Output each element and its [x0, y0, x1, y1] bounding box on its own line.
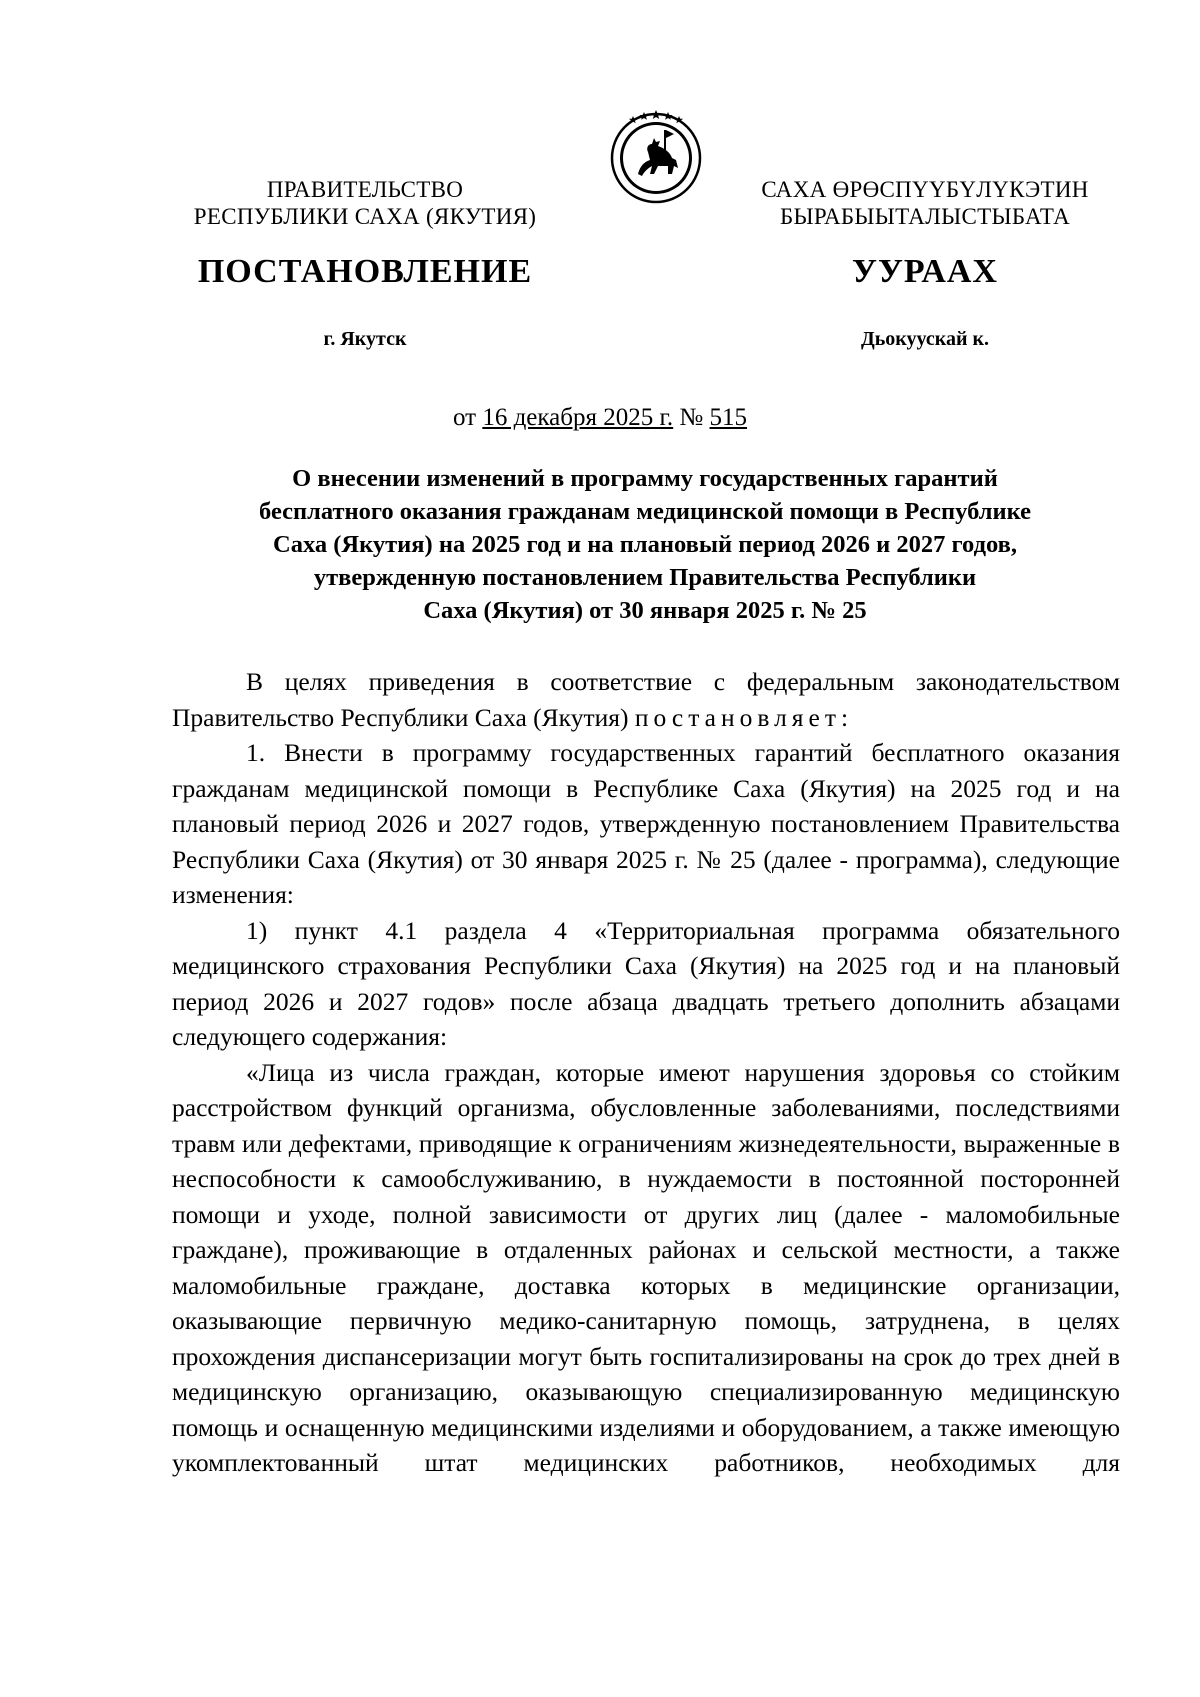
city-russian: г. Якутск	[323, 328, 407, 350]
preamble-text: В целях приведения в соответствие с федеральным законодательством Правительство Республики Саха (Якутия)	[172, 667, 1120, 732]
government-name-yakut-line2: БЫРАБЫЫТАЛЫСТЫБАТА	[779, 204, 1071, 229]
document-body	[172, 664, 1120, 1481]
paragraph-preamble	[172, 664, 1120, 735]
document-date: 16 декабря 2025 г.	[482, 404, 674, 431]
government-name-line2: РЕСПУБЛИКИ САХА (ЯКУТИЯ)	[193, 204, 537, 229]
yakutia-coat-of-arms-icon	[608, 108, 704, 204]
government-name-line1: ПРАВИТЕЛЬСТВО	[266, 177, 464, 202]
government-name-russian	[170, 176, 560, 230]
title-line: бесплатного оказания гражданам медицинской помощи в Республике	[259, 498, 1031, 525]
government-name-yakut-line1: САХА ӨРӨСПҮҮБҮЛҮКЭТИН	[761, 177, 1089, 202]
resolves-word: постановляет:	[634, 702, 854, 732]
government-name-yakut	[735, 176, 1115, 230]
paragraph-quoted-text: «Лица из числа граждан, которые имеют нарушения здоровья со стойким расстройством функций организма, обусловленные заболеваниями, последствиями травм или дефектами, приводящие к ограничениям жизнедеятельности, выраженные в неспособности к самообслуживанию, в нуждаемости в постоянной посторонней помощи и уходе, полной зависимости от других лиц (далее - маломобильные граждане), проживающие в отдаленных районах и сельской местности, а также маломобильные граждане, доставка которых в медицинские организации, оказывающие первичную медико-санитарную помощь, затруднена, в целях прохождения диспансеризации могут быть госпитализированы на срок до трех дней в медицинскую организацию, оказывающую специализированную медицинскую помощь и оснащенную медицинскими изделиями и оборудованием, а также имеющую укомплектованный штат медицинских работников, необходимых для	[172, 1057, 1120, 1477]
document-date-number	[0, 404, 1200, 432]
document-number: 515	[709, 404, 748, 431]
title-line: Саха (Якутия) на 2025 год и на плановый период 2026 и 2027 годов,	[273, 531, 1017, 558]
title-line: О внесении изменений в программу государственных гарантий	[292, 465, 998, 492]
paragraph-item-1: 1. Внести в программу государственных гарантий бесплатного оказания гражданам медицинской помощи в Республике Саха (Якутия) на 2025 год и на плановый период 2026 и 2027 годов, утвержденную постановлением Правительства Республики Саха (Якутия) от 30 января 2025 г. № 25 (далее - программа), следующие изменения:	[172, 738, 1120, 909]
document-type-russian: ПОСТАНОВЛЕНИЕ	[197, 253, 533, 290]
number-sign: №	[673, 404, 710, 431]
paragraph-subitem-1: 1) пункт 4.1 раздела 4 «Территориальная программа обязательного медицинского страхования Республики Саха (Якутия) на 2025 год и на плановый период 2026 и 2027 годов» после абзаца двадцать третьего дополнить абзацами следующего содержания:	[172, 915, 1120, 1051]
date-prefix: от	[452, 404, 483, 431]
document-type-yakut: УУРААХ	[852, 253, 998, 290]
document-title	[170, 462, 1120, 627]
city-yakut: Дьокуускай к.	[860, 328, 990, 350]
title-line: утвержденную постановлением Правительства Республики	[313, 564, 977, 591]
title-line: Саха (Якутия) от 30 января 2025 г. № 25	[423, 597, 867, 624]
